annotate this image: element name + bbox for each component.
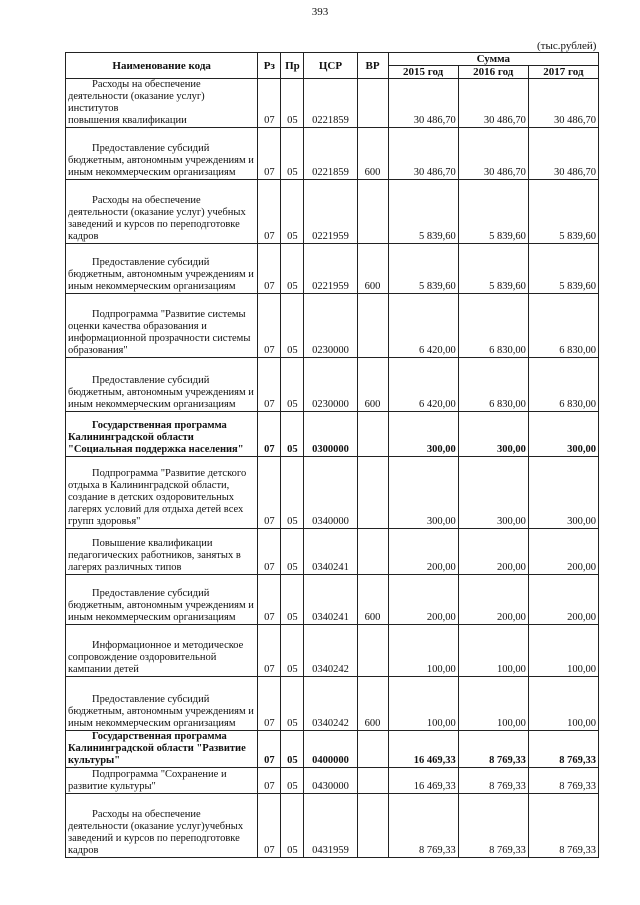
table-row — [66, 794, 599, 858]
row-pr: 05 — [281, 794, 304, 858]
row-name-line: информационной прозрачности системы — [68, 333, 251, 344]
row-2017: 5 839,60 — [528, 244, 598, 294]
row-2015: 16 469,33 — [388, 731, 458, 768]
row-2015: 300,00 — [388, 457, 458, 529]
row-pr: 05 — [281, 529, 304, 575]
row-name-line: Предоставление субсидий — [92, 588, 210, 599]
row-rz: 07 — [258, 529, 281, 575]
row-vr: 600 — [357, 677, 388, 731]
row-name — [66, 294, 258, 358]
row-2017: 5 839,60 — [528, 180, 598, 244]
row-name-line: иным некоммерческим организациям — [68, 718, 236, 729]
row-rz: 07 — [258, 180, 281, 244]
row-name-line: иным некоммерческим организациям — [68, 167, 236, 178]
table-row — [66, 677, 599, 731]
row-name — [66, 79, 258, 128]
row-name-line: бюджетным, автономным учреждениям и — [68, 706, 254, 717]
row-2016: 6 830,00 — [458, 294, 528, 358]
row-vr — [357, 794, 388, 858]
row-name-line: бюджетным, автономным учреждениям и — [68, 155, 254, 166]
row-2017: 200,00 — [528, 575, 598, 625]
row-2017: 8 769,33 — [528, 731, 598, 768]
row-pr: 05 — [281, 412, 304, 457]
row-name-line: развитие культуры" — [68, 781, 156, 792]
header-name: Наименование кода — [66, 53, 258, 79]
row-name-line: "Социальная поддержка населения" — [68, 444, 244, 455]
row-name-line: культуры" — [68, 755, 121, 766]
row-name-line: деятельности (оказание услуг) институтов — [68, 91, 205, 114]
row-rz: 07 — [258, 794, 281, 858]
row-csr: 0340000 — [304, 457, 357, 529]
row-name-line: оценки качества образования и — [68, 321, 207, 332]
row-name-line: Расходы на обеспечение — [92, 809, 201, 820]
row-csr: 0300000 — [304, 412, 357, 457]
row-rz: 07 — [258, 358, 281, 412]
row-name-line: деятельности (оказание услуг)учебных — [68, 821, 244, 832]
row-pr: 05 — [281, 180, 304, 244]
row-vr — [357, 180, 388, 244]
row-pr: 05 — [281, 244, 304, 294]
row-rz: 07 — [258, 768, 281, 794]
row-2017: 300,00 — [528, 412, 598, 457]
row-name-line: Предоставление субсидий — [92, 143, 210, 154]
row-name — [66, 575, 258, 625]
row-csr: 0221859 — [304, 128, 357, 180]
row-2016: 5 839,60 — [458, 180, 528, 244]
row-pr: 05 — [281, 79, 304, 128]
row-name-line: Расходы на обеспечение — [92, 195, 201, 206]
table-row — [66, 575, 599, 625]
row-csr: 0400000 — [304, 731, 357, 768]
row-2016: 5 839,60 — [458, 244, 528, 294]
table-row — [66, 128, 599, 180]
header-rz: Рз — [258, 53, 281, 79]
row-name — [66, 358, 258, 412]
row-name-line: сопровождение оздоровительной — [68, 652, 217, 663]
row-name-line: иным некоммерческим организациям — [68, 612, 236, 623]
row-name-line: Калининградской области "Развитие — [68, 743, 246, 754]
row-2017: 6 830,00 — [528, 358, 598, 412]
row-name-line: иным некоммерческим организациям — [68, 281, 236, 292]
row-2015: 30 486,70 — [388, 79, 458, 128]
row-pr: 05 — [281, 731, 304, 768]
row-vr: 600 — [357, 358, 388, 412]
row-csr: 0340242 — [304, 677, 357, 731]
row-2015: 200,00 — [388, 529, 458, 575]
row-name-line: Предоставление субсидий — [92, 257, 210, 268]
table-row — [66, 294, 599, 358]
row-2016: 30 486,70 — [458, 79, 528, 128]
row-name-line: Расходы на обеспечение — [92, 79, 201, 90]
row-csr: 0230000 — [304, 358, 357, 412]
row-2017: 6 830,00 — [528, 294, 598, 358]
row-2016: 300,00 — [458, 457, 528, 529]
row-2017: 200,00 — [528, 529, 598, 575]
row-rz: 07 — [258, 128, 281, 180]
table-row — [66, 180, 599, 244]
row-2017: 30 486,70 — [528, 79, 598, 128]
row-name — [66, 180, 258, 244]
row-vr — [357, 79, 388, 128]
table-row — [66, 529, 599, 575]
row-2016: 100,00 — [458, 625, 528, 677]
page-number: 393 — [311, 6, 329, 18]
row-vr — [357, 768, 388, 794]
table-row — [66, 768, 599, 794]
row-2017: 100,00 — [528, 677, 598, 731]
row-csr: 0221859 — [304, 79, 357, 128]
row-name-line: Калининградской области — [68, 432, 194, 443]
row-2017: 8 769,33 — [528, 794, 598, 858]
budget-table — [65, 52, 599, 858]
row-name-line: бюджетным, автономным учреждениям и — [68, 269, 254, 280]
row-pr: 05 — [281, 457, 304, 529]
row-name — [66, 412, 258, 457]
row-name-line: Государственная программа — [92, 731, 227, 742]
row-rz: 07 — [258, 677, 281, 731]
row-name-line: заведений и курсов по переподготовке — [68, 219, 240, 230]
row-2015: 30 486,70 — [388, 128, 458, 180]
row-2015: 100,00 — [388, 677, 458, 731]
row-2015: 200,00 — [388, 575, 458, 625]
row-vr — [357, 294, 388, 358]
row-2016: 8 769,33 — [458, 768, 528, 794]
row-csr: 0230000 — [304, 294, 357, 358]
row-2015: 8 769,33 — [388, 794, 458, 858]
row-rz: 07 — [258, 625, 281, 677]
row-vr: 600 — [357, 128, 388, 180]
row-2016: 200,00 — [458, 529, 528, 575]
row-2016: 100,00 — [458, 677, 528, 731]
row-2016: 8 769,33 — [458, 794, 528, 858]
row-rz: 07 — [258, 294, 281, 358]
row-name-line: кадров — [68, 231, 99, 242]
row-name-line: бюджетным, автономным учреждениям и — [68, 387, 254, 398]
row-name-line: заведений и курсов по переподготовке — [68, 833, 240, 844]
table-row — [66, 358, 599, 412]
row-2015: 6 420,00 — [388, 294, 458, 358]
row-rz: 07 — [258, 457, 281, 529]
row-2016: 30 486,70 — [458, 128, 528, 180]
row-2015: 5 839,60 — [388, 180, 458, 244]
row-name-line: педагогических работников, занятых в — [68, 550, 241, 561]
table-row — [66, 244, 599, 294]
row-name — [66, 128, 258, 180]
row-pr: 05 — [281, 294, 304, 358]
row-vr: 600 — [357, 575, 388, 625]
row-name-line: Информационное и методическое — [92, 640, 244, 651]
row-name-line: лагерях условий для отдыха детей всех — [68, 504, 244, 515]
row-vr — [357, 731, 388, 768]
table-row — [66, 625, 599, 677]
table-body — [66, 79, 599, 858]
units-label: (тыс.рублей) — [537, 40, 597, 52]
row-2015: 100,00 — [388, 625, 458, 677]
row-name-line: кадров — [68, 845, 99, 856]
row-name — [66, 731, 258, 768]
row-name-line: Повышение квалификации — [92, 538, 213, 549]
row-csr: 0430000 — [304, 768, 357, 794]
row-2015: 300,00 — [388, 412, 458, 457]
row-rz: 07 — [258, 79, 281, 128]
row-vr — [357, 529, 388, 575]
row-pr: 05 — [281, 768, 304, 794]
row-name-line: групп здоровья" — [68, 516, 141, 527]
row-csr: 0340241 — [304, 575, 357, 625]
row-name — [66, 625, 258, 677]
row-2015: 16 469,33 — [388, 768, 458, 794]
header-csr: ЦСР — [304, 53, 357, 79]
table-row — [66, 731, 599, 768]
row-name-line: кампании детей — [68, 664, 139, 675]
row-2017: 30 486,70 — [528, 128, 598, 180]
row-vr: 600 — [357, 244, 388, 294]
row-name-line: бюджетным, автономным учреждениям и — [68, 600, 254, 611]
header-year-2015: 2015 год — [388, 66, 458, 79]
row-name — [66, 529, 258, 575]
table-row — [66, 412, 599, 457]
row-name-line: Предоставление субсидий — [92, 375, 210, 386]
header-year-2016: 2016 год — [458, 66, 528, 79]
header-year-2017: 2017 год — [528, 66, 598, 79]
row-csr: 0221959 — [304, 180, 357, 244]
row-name-line: иным некоммерческим организациям — [68, 399, 236, 410]
row-name — [66, 457, 258, 529]
row-name-line: Подпрограмма "Развитие детского — [92, 468, 247, 479]
header-vr: ВР — [357, 53, 388, 79]
row-vr — [357, 625, 388, 677]
row-2017: 100,00 — [528, 625, 598, 677]
row-name-line: лагерях различных типов — [68, 562, 182, 573]
header-sum: Сумма — [388, 53, 598, 66]
row-pr: 05 — [281, 128, 304, 180]
row-csr: 0340242 — [304, 625, 357, 677]
row-name-line: образования" — [68, 345, 128, 356]
row-name-line: отдыха в Калининградской области, — [68, 480, 230, 491]
row-pr: 05 — [281, 625, 304, 677]
table-row — [66, 79, 599, 128]
row-pr: 05 — [281, 677, 304, 731]
row-csr: 0221959 — [304, 244, 357, 294]
row-csr: 0340241 — [304, 529, 357, 575]
row-rz: 07 — [258, 731, 281, 768]
row-2016: 200,00 — [458, 575, 528, 625]
row-name — [66, 677, 258, 731]
row-2015: 6 420,00 — [388, 358, 458, 412]
row-rz: 07 — [258, 575, 281, 625]
row-name-line: деятельности (оказание услуг) учебных — [68, 207, 246, 218]
row-vr — [357, 412, 388, 457]
row-name — [66, 794, 258, 858]
row-name — [66, 244, 258, 294]
row-name-line: Подпрограмма "Сохранение и — [92, 769, 227, 780]
row-csr: 0431959 — [304, 794, 357, 858]
row-pr: 05 — [281, 358, 304, 412]
header-pr: Пр — [281, 53, 304, 79]
row-2016: 8 769,33 — [458, 731, 528, 768]
row-name-line: Государственная программа — [92, 420, 227, 431]
table-row — [66, 457, 599, 529]
row-vr — [357, 457, 388, 529]
row-name-line: Предоставление субсидий — [92, 694, 210, 705]
row-pr: 05 — [281, 575, 304, 625]
row-name — [66, 768, 258, 794]
row-2017: 8 769,33 — [528, 768, 598, 794]
row-name-line: повышения квалификации — [68, 115, 187, 126]
row-2016: 300,00 — [458, 412, 528, 457]
row-name-line: Подпрограмма "Развитие системы — [92, 309, 246, 320]
row-rz: 07 — [258, 412, 281, 457]
row-rz: 07 — [258, 244, 281, 294]
row-2017: 300,00 — [528, 457, 598, 529]
row-2015: 5 839,60 — [388, 244, 458, 294]
row-2016: 6 830,00 — [458, 358, 528, 412]
row-name-line: создание в детских оздоровительных — [68, 492, 235, 503]
